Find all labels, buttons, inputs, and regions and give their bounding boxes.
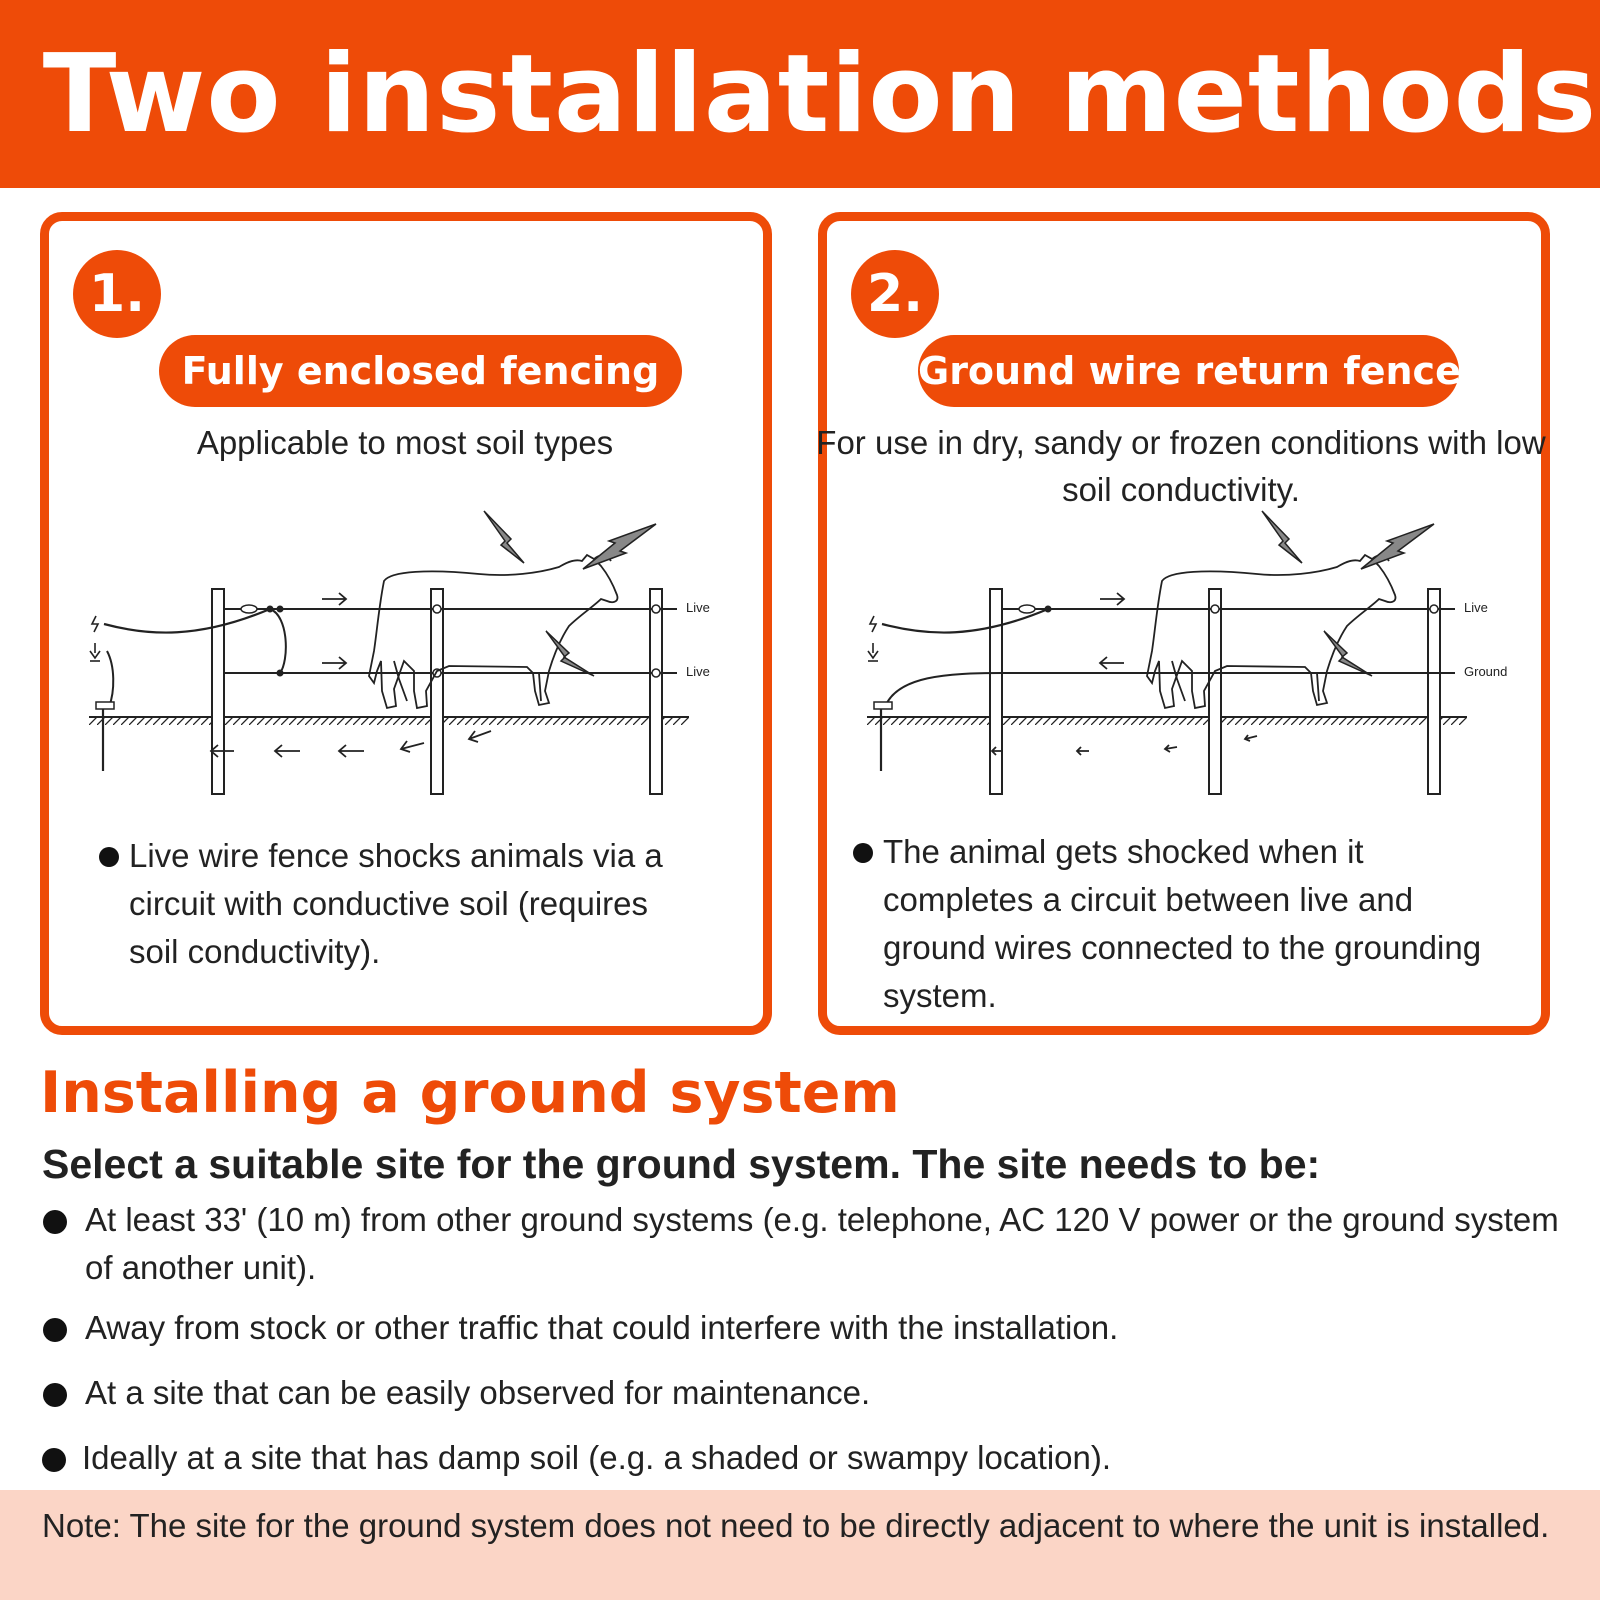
bullet-dot xyxy=(43,1210,67,1234)
method-bullet-text: Live wire fence shocks animals via a circuit with conductive soil (requires soil conductivity). xyxy=(129,837,663,970)
method-card-ground-wire-return xyxy=(818,212,1550,1035)
method-bullet xyxy=(129,832,689,976)
list-item xyxy=(85,1196,1565,1292)
bullet-dot xyxy=(43,1383,67,1407)
wire-label-top: Live xyxy=(1464,600,1488,615)
fence-post xyxy=(1428,589,1440,794)
fence-post xyxy=(650,589,662,794)
wire-label-top: Live xyxy=(686,600,710,615)
header-banner xyxy=(0,0,1600,188)
requirement-text: Away from stock or other traffic that could interfere with the installation. xyxy=(85,1309,1119,1346)
fence-post xyxy=(431,589,443,794)
bullet-dot xyxy=(42,1448,66,1472)
wire-label-bottom: Ground xyxy=(1464,664,1508,679)
fence-post xyxy=(1209,589,1221,794)
list-item xyxy=(82,1434,1562,1482)
method-number-badge: 1. xyxy=(73,250,161,338)
requirement-text: Ideally at a site that has damp soil (e.g. a shaded or swampy location). xyxy=(82,1439,1112,1476)
cow-illustration xyxy=(369,555,617,708)
bullet-dot xyxy=(99,847,119,867)
note-text: Note: The site for the ground system does not need to be directly adjacent to where the unit is installed. xyxy=(42,1507,1550,1544)
list-item xyxy=(85,1369,1565,1417)
method-subtitle: Applicable to most soil types xyxy=(196,424,614,461)
requirement-text: At a site that can be easily observed for maintenance. xyxy=(85,1374,871,1411)
method-number-badge: 2. xyxy=(851,250,939,338)
section-title: Installing a ground system xyxy=(40,1060,900,1126)
shock-icon xyxy=(1262,511,1434,676)
wire-label-bottom: Live xyxy=(686,664,710,679)
fence-post xyxy=(212,589,224,794)
method-name-pill: Fully enclosed fencing xyxy=(159,335,682,407)
fence-post xyxy=(990,589,1002,794)
method-bullet-text: The animal gets shocked when it completes a circuit between live and ground wires connected to the grounding system. xyxy=(883,833,1482,1014)
note-box xyxy=(0,1490,1600,1600)
method-subtitle: For use in dry, sandy or frozen conditions with low soil conductivity. xyxy=(816,424,1546,508)
method-bullet xyxy=(883,828,1483,1020)
bullet-dot xyxy=(43,1318,67,1342)
cow-illustration xyxy=(1147,555,1395,708)
list-item xyxy=(85,1304,1565,1352)
method-name-pill: Ground wire return fence xyxy=(918,335,1459,407)
requirement-text: At least 33' (10 m) from other ground systems (e.g. telephone, AC 120 V power or the ground system of another unit). xyxy=(85,1201,1559,1286)
bullet-dot xyxy=(853,843,873,863)
page-title: Two installation methods xyxy=(42,31,1598,157)
section-subtitle: Select a suitable site for the ground system. The site needs to be: xyxy=(42,1141,1321,1187)
shock-icon xyxy=(484,511,656,676)
method-card-fully-enclosed xyxy=(40,212,772,1035)
